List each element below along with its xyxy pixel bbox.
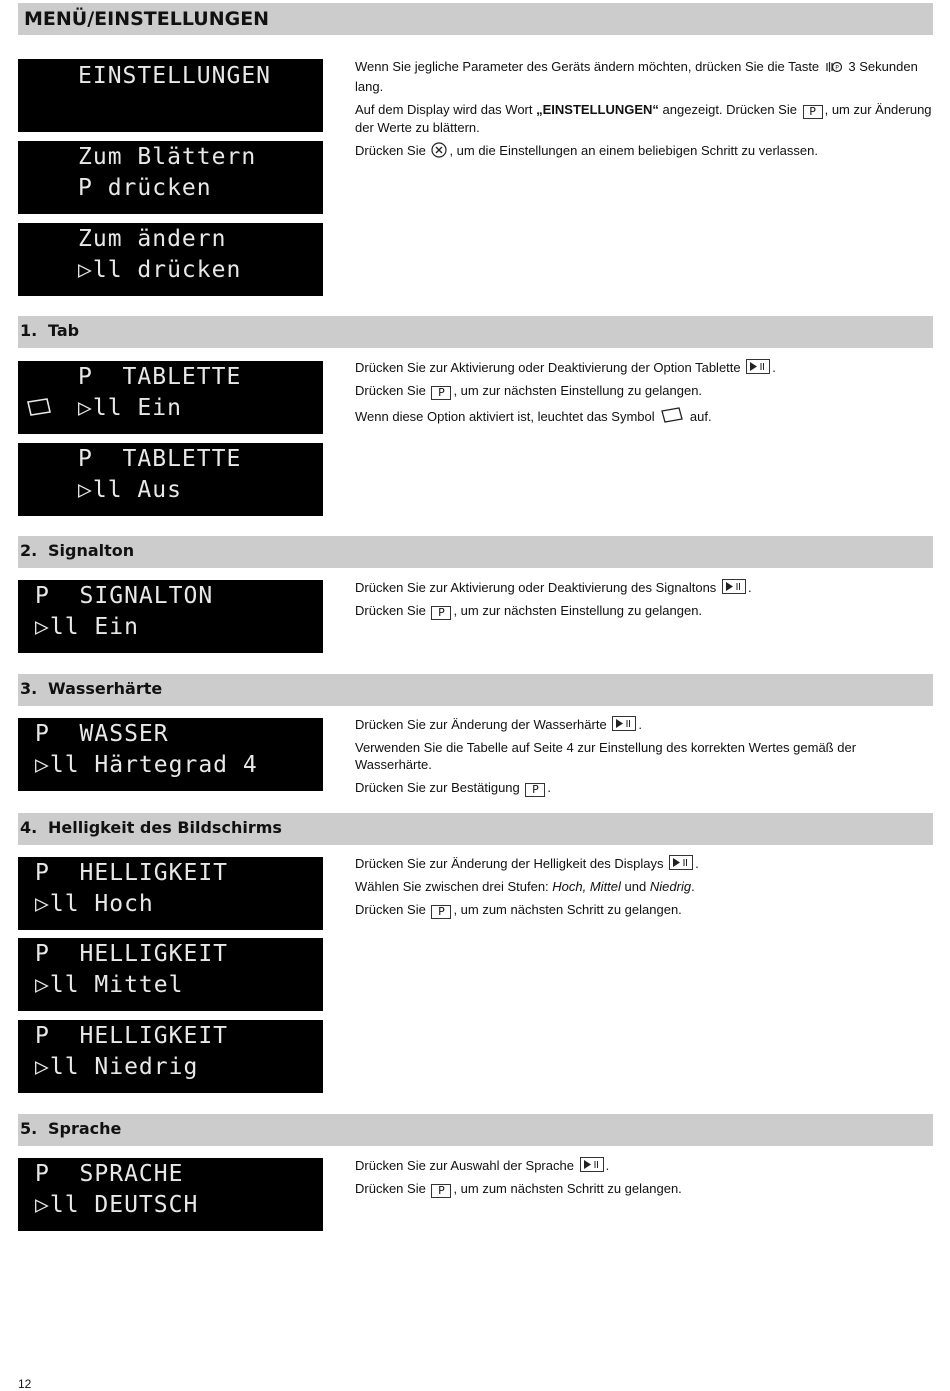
section-heading-helligkeit: 4. Helligkeit des Bildschirms	[18, 813, 933, 845]
p-key-icon: P	[431, 1184, 451, 1198]
p-key-icon: P	[525, 783, 545, 797]
play-pause-icon	[746, 359, 770, 374]
section-sprache-text: Drücken Sie zur Auswahl der Sprache . Drücken Sie P , um zum nächsten Schritt zu gelangen.	[355, 1158, 682, 1197]
lcd-display-helligkeit-niedrig: P HELLIGKEIT ▷ll Niedrig	[18, 1020, 323, 1093]
section-heading-signalton: 2. Signalton	[18, 536, 933, 568]
section-helligkeit-text: Drücken Sie zur Änderung der Helligkeit des Displays . Wählen Sie zwischen drei Stufen: Hoch, Mittel und Niedrig. Drücken Sie P , um zum nächsten Schritt zu gelangen.	[355, 856, 699, 918]
program-hold-icon	[825, 60, 843, 78]
page-number: 12	[18, 1377, 32, 1391]
play-pause-icon	[669, 855, 693, 870]
intro-paragraph-3: Drücken Sie , um die Einstellungen an einem beliebigen Schritt zu verlassen.	[355, 142, 935, 162]
lcd-display-wasser: P WASSER ▷ll Härtegrad 4	[18, 718, 323, 791]
svg-text:P: P	[834, 64, 839, 72]
p-key-icon: P	[431, 386, 451, 400]
play-pause-icon	[612, 716, 636, 731]
lcd-display-einstellungen: EINSTELLUNGEN	[18, 59, 323, 132]
cancel-x-icon	[431, 142, 447, 162]
lcd-display-helligkeit-hoch: P HELLIGKEIT ▷ll Hoch	[18, 857, 323, 930]
section-tab-text: Drücken Sie zur Aktivierung oder Deaktivierung der Option Tablette . Drücken Sie P , um zur nächsten Einstellung zu gelangen. Wenn diese Option aktiviert ist, leuchtet das Symbol auf.	[355, 359, 935, 434]
play-pause-icon	[722, 579, 746, 594]
p-key-icon: P	[431, 905, 451, 919]
lcd-display-signalton: P SIGNALTON ▷ll Ein	[18, 580, 323, 653]
lcd-display-helligkeit-mittel: P HELLIGKEIT ▷ll Mittel	[18, 938, 323, 1011]
play-pause-icon	[580, 1157, 604, 1172]
section-heading-tab: 1. Tab	[18, 316, 933, 348]
section-signalton-text: Drücken Sie zur Aktivierung oder Deaktivierung des Signaltons . Drücken Sie P , um zur nächsten Einstellung zu gelangen.	[355, 580, 752, 619]
lcd-display-tablette-aus: P TABLETTE ▷ll Aus	[18, 443, 323, 516]
section-wasserhaerte-text: Drücken Sie zur Änderung der Wasserhärte . Verwenden Sie die Tabelle auf Seite 4 zur Einstellung des korrekten Wertes gemäß der Wasserhärte. Drücken Sie zur Bestätigung P .	[355, 717, 857, 796]
tablet-icon	[660, 406, 684, 428]
lcd-display-sprache: P SPRACHE ▷ll DEUTSCH	[18, 1158, 323, 1231]
lcd-display-blaettern: Zum Blättern P drücken	[18, 141, 323, 214]
intro-paragraph-1: Wenn Sie jegliche Parameter des Geräts ändern möchten, drücken Sie die Taste P 3 Sekunden lang.	[355, 59, 918, 94]
tablet-icon	[26, 397, 52, 423]
page-title: MENÜ/EINSTELLUNGEN	[18, 3, 933, 35]
lcd-display-tablette-ein: P TABLETTE ▷ll Ein	[18, 361, 323, 434]
intro-text	[355, 58, 935, 168]
intro-paragraph-2: Auf dem Display wird das Wort „EINSTELLUNGEN“ angezeigt. Drücken Sie P , um zur Änderung der Werte zu blättern.	[355, 102, 932, 135]
lcd-display-aendern: Zum ändern ▷ll drücken	[18, 223, 323, 296]
p-key-icon: P	[431, 606, 451, 620]
section-heading-sprache: 5. Sprache	[18, 1114, 933, 1146]
p-key-icon: P	[803, 105, 823, 119]
section-heading-wasserhaerte: 3. Wasserhärte	[18, 674, 933, 706]
